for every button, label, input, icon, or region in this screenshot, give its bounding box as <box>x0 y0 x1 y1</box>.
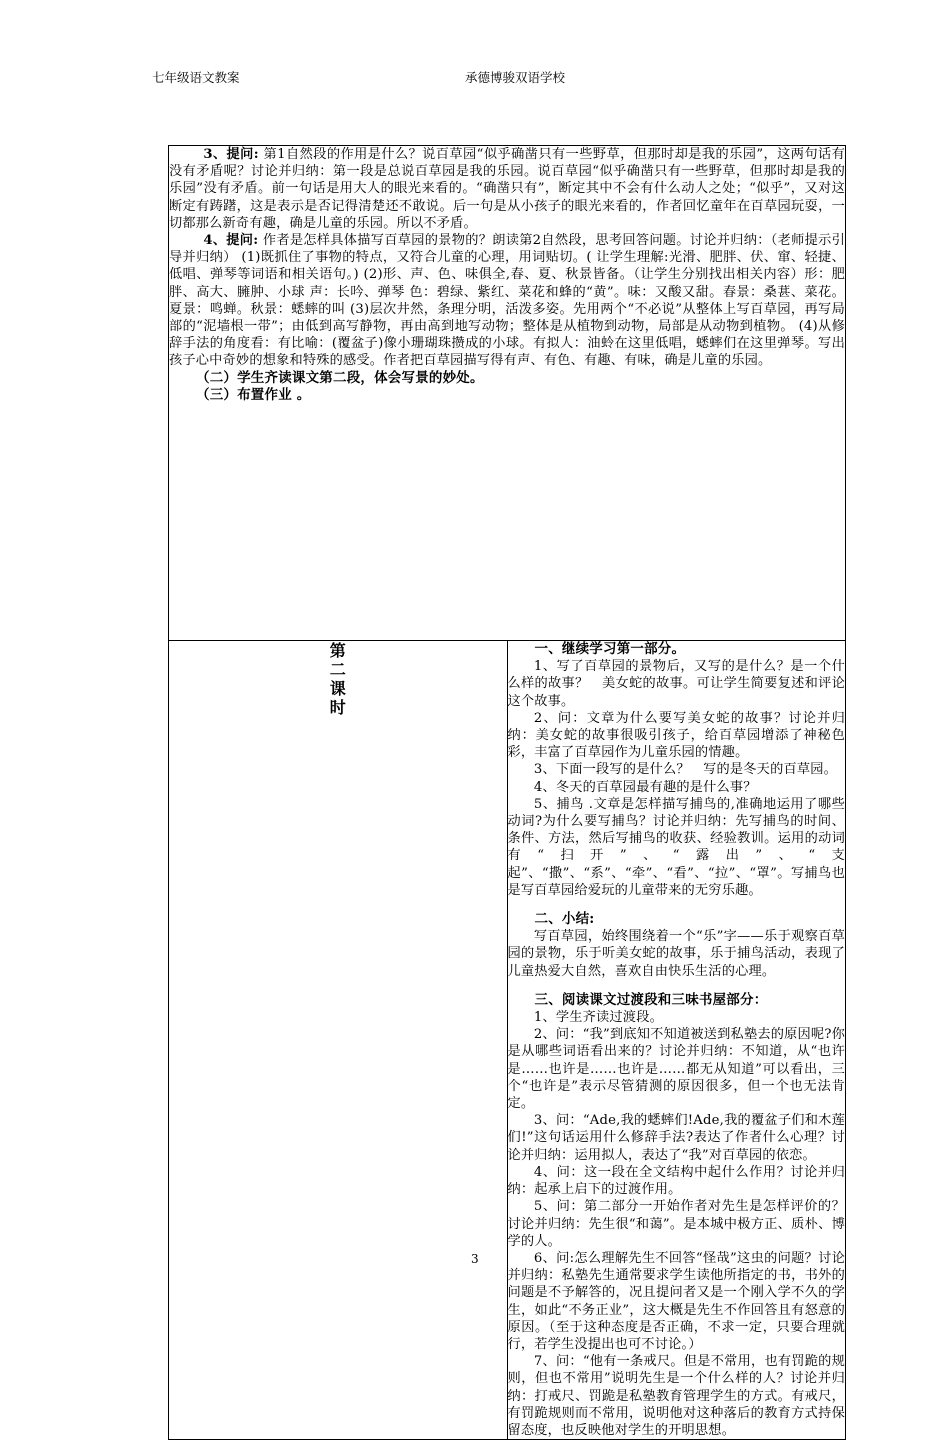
part-3-item-6: 6、问:怎么理解先生不回答“怪哉”这虫的问题？讨论并归纳：私塾先生通常要求学生读他所指定的书，书外的问题是不予解答的，况且提问者又是一个刚入学不久的学生，如此“不务正业”，这大概是先生不作回答且有怒意的原因。（至于这种态度是否正确，不求一定，只要合理就行，若学生没提出也可不讨论。） <box>507 1250 845 1352</box>
label-char: 第 <box>329 641 346 660</box>
second-period-label <box>169 641 507 717</box>
section-2-heading: （二）学生齐读课文第二段，体会写景的妙处。 <box>196 369 484 386</box>
part-1-item-5: 5、捕鸟 .文章是怎样描写捕鸟的,准确地运用了哪些动词?为什么要写捕鸟？讨论并归纳：先写捕鸟的时间、条件、方法，然后写捕鸟的收获、经验教训。运用的动词有“扫开”、“露出”、“支起”、“撒”、“系”、“牵”、“看”、“拉”、“罩”。写捕鸟也是写百草园给爱玩的儿童带来的无穷乐趣。 <box>507 796 845 898</box>
header-school-name: 承德博骏双语学校 <box>465 70 566 85</box>
label-char: 时 <box>329 698 346 717</box>
page-number: 3 <box>471 1252 479 1266</box>
summary-text: 写百草园，始终围绕着一个“乐”字——乐于观察百草园的景物，乐于听美女蛇的故事，乐于捕鸟活动，表现了儿童热爱大自然，喜欢自由快乐生活的心理。 <box>507 929 845 979</box>
label-char: 课 <box>329 679 346 698</box>
part-3-item-5: 5、问：第二部分一开始作者对先生是怎样评价的？讨论并归纳：先生很“和蔼”。是本城中极方正、质朴、博学的人。 <box>507 1199 845 1249</box>
part-1-item-3: 3、下面一段写的是什么？ 写的是冬天的百草园。 <box>533 762 838 778</box>
spacer <box>508 899 846 911</box>
part-3-item-4: 4、问：这一段在全文结构中起什么作用？讨论并归纳：起承上启下的过渡作用。 <box>507 1164 845 1198</box>
table-row-second-period <box>169 641 846 1440</box>
spacer <box>508 980 846 992</box>
part-3-item-7: 7、问：“他有一条戒尺。但是不常用，也有罚跪的规则，但也不常用”说明先生是一个什么样的人？讨论并归纳：打戒尺、罚跪是私塾教育管理学生的方式。有戒尺，有罚跪规则而不常用，说明他对这种落后的教育方式持保留态度，也反映他对学生的开明思想。 <box>507 1354 845 1438</box>
header-course-title: 七年级语文教案 <box>152 70 240 85</box>
table-row-first-period <box>169 146 846 641</box>
label-char: 二 <box>329 660 346 679</box>
section-3-heading: （三）布置作业 。 <box>196 386 311 403</box>
part-1-item-1: 1、写了百草园的景物后，又写的是什么？是一个什么样的故事？ 美女蛇的故事。可让学生简要复述和评论这个故事。 <box>507 659 845 709</box>
second-period-content-cell <box>507 641 846 1440</box>
lesson-plan-table <box>168 145 846 1440</box>
part-1-item-2: 2、问：文章为什么要写美女蛇的故事？讨论并归纳：美女蛇的故事很吸引孩子，给百草园增添了神秘色彩，丰富了百草园作为儿童乐园的情趣。 <box>507 710 845 761</box>
second-period-label-cell <box>169 641 508 1440</box>
question-4-paragraph <box>169 232 845 370</box>
first-period-content-cell <box>169 146 846 641</box>
question-4-text: 作者是怎样具体描写百草园的景物的？朗读第2自然段，思考回答问题。讨论并归纳：（老师提示引导并归纳） (1)既抓住了事物的特点，又符合儿童的心理，用词贴切。( 让学生理解:光滑、肥胖、伏、窜、轻捷、低唱、弹琴等词语和相关语句。) (2)形、声、色、味俱全,春、夏、秋景皆备。（让学生分别找出相关内容）形：肥胖、高大、臃肿、小球 声：长吟、弹琴 色：碧绿、紫红、菜花和蜂的“黄”。味：又酸又甜。春景：桑葚、菜花。夏景：鸣蝉。秋景：蟋蟀的叫 (3)层次井然，条理分明，活泼多姿。先用两个“不必说”从整体上写百草园，再写局部的“泥墙根一带”；由低到高写静物，再由高到地写动物；整体是从植物到动物，局部是从动物到植物。 (4)从修辞手法的角度看：有比喻：(覆盆子)像小珊瑚珠攒成的小球。有拟人：油蛉在这里低唱，蟋蟀们在这里弹琴。写出孩子心中奇妙的想象和特殊的感受。作者把百草园描写得有声、有色、有趣、有味，确是儿童的乐园。 <box>169 233 845 369</box>
question-4-label: 4、提问: <box>203 233 259 249</box>
part-3-item-1: 1、学生齐读过渡段。 <box>533 1010 663 1026</box>
part-1-item-4: 4、冬天的百草园最有趣的是什么事？ <box>533 779 757 795</box>
question-3-label: 3、提问: <box>203 147 259 162</box>
part-1-heading: 一、继续学习第一部分。 <box>534 641 686 657</box>
part-3-item-3: 3、问：“Ade,我的蟋蟀们!Ade,我的覆盆子们和木莲们!”这句话运用什么修辞手法?表达了作者什么心理？讨论并归纳：运用拟人，表达了“我”对百草园的依恋。 <box>507 1113 845 1163</box>
part-3-heading: 三、阅读课文过渡段和三味书屋部分： <box>534 991 768 1008</box>
question-3-text: 第1自然段的作用是什么？说百草园“似乎确凿只有一些野草，但那时却是我的乐园”，这两句话有没有矛盾呢？讨论并归纳：第一段是总说百草园是我的乐园。说百草园“似乎确凿只有一些野草，但那时却是我的乐园”没有矛盾。前一句话是用大人的眼光来看的。“确凿只有”，断定其中不会有什么动人之处；“似乎”，又对这断定有踌躇，这是表示是否记得清楚还不敢说。后一句是从小孩子的眼光来看的，作者回忆童年在百草园玩耍，一切都那么新奇有趣，确是儿童的乐园。所以不矛盾。 <box>169 147 846 231</box>
part-3-item-2: 2、问：“我”到底知不知道被送到私塾去的原因呢?你是从哪些词语看出来的？讨论并归纳：不知道，从“也许是……也许是……也许是……都无从知道”可以看出，三个“也许是”表示尽管猜测的原因很多，但一个也无法肯定。 <box>507 1027 845 1112</box>
summary-heading: 二、小结: <box>534 911 595 928</box>
question-3-paragraph <box>169 146 845 232</box>
